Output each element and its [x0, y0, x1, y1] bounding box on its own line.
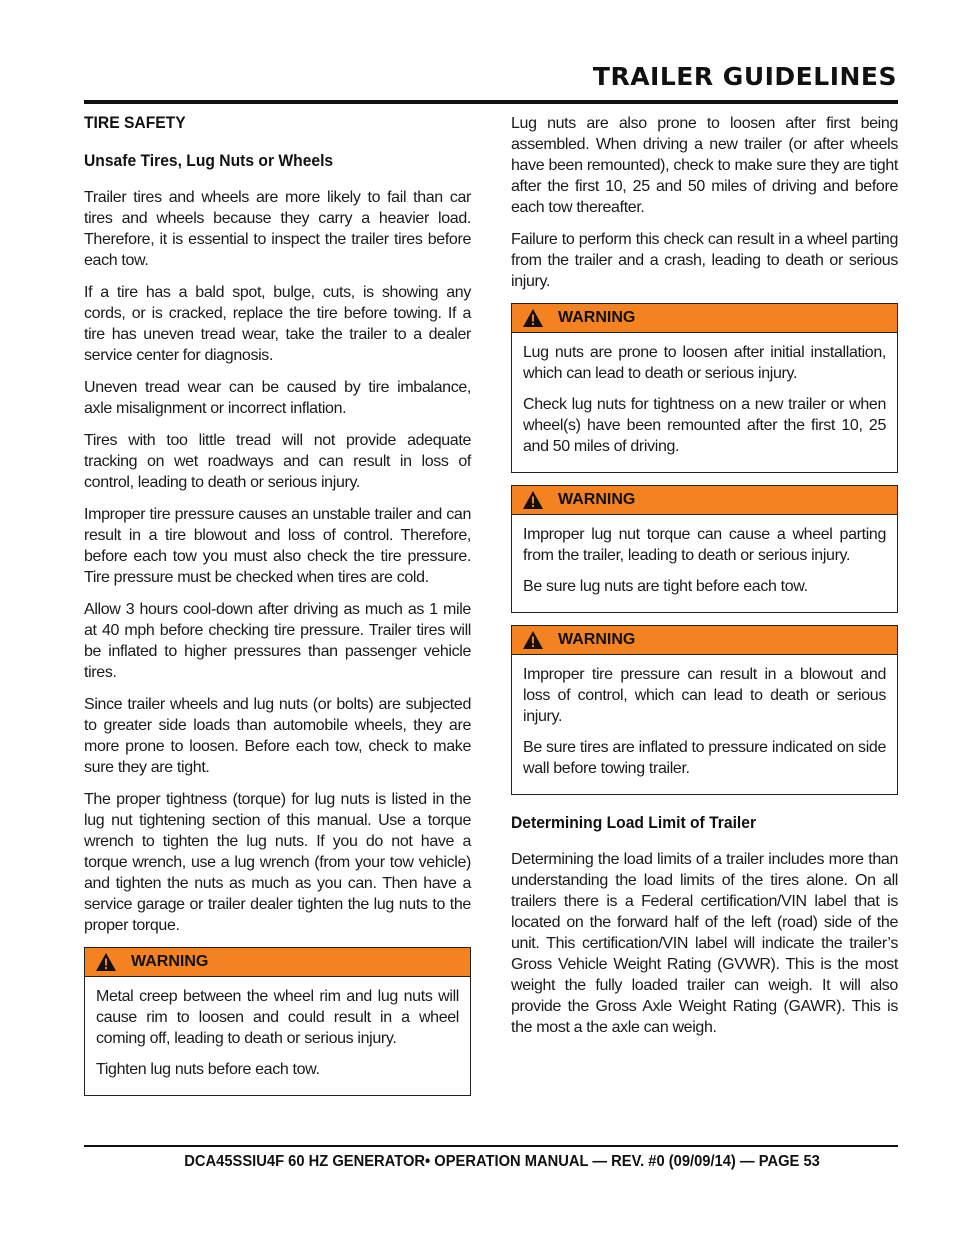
warning-body — [512, 655, 897, 794]
paragraph: Lug nuts are also prone to loosen after first being assembled. When driving a new trailer (or after wheels have been remounted), check to make sure they are tight after the first 10, 25 and 50 miles of driving and before each tow thereafter. — [511, 115, 898, 216]
warning-box — [511, 485, 898, 613]
warning-header — [512, 486, 897, 515]
paragraph: If a tire has a bald spot, bulge, cuts, is showing any cords, or is cracked, replace the tire before towing. If a tire has uneven tread wear, take the trailer to a dealer service center for diagnosis. — [84, 284, 471, 364]
warning-box — [511, 303, 898, 473]
warning-box — [84, 947, 471, 1096]
warning-triangle-icon — [95, 952, 117, 972]
warning-body — [512, 333, 897, 472]
paragraph: Trailer tires and wheels are more likely to fail than car tires and wheels because they carry a heavier load. Therefore, it is essential to inspect the trailer tires before each tow. — [84, 189, 471, 269]
page-footer: DCA45SSIU4F 60 HZ GENERATOR• OPERATION MANUAL — REV. #0 (09/09/14) — PAGE 53 — [184, 1153, 820, 1170]
warning-box — [511, 625, 898, 795]
warning-triangle-icon — [522, 308, 544, 328]
paragraph: Failure to perform this check can result in a wheel parting from the trailer and a crash, leading to death or serious injury. — [511, 231, 898, 290]
warning-header — [512, 626, 897, 655]
page-title: TRAILER GUIDELINES — [592, 62, 897, 91]
paragraph: Allow 3 hours cool-down after driving as much as 1 mile at 40 mph before checking tire pressure. Trailer tires will be inflated to higher pressures than passenger vehicle tires. — [84, 601, 471, 681]
right-column — [511, 113, 898, 1049]
subtitle-load-limit: Determining Load Limit of Trailer — [511, 813, 757, 832]
paragraph: Uneven tread wear can be caused by tire imbalance, axle misalignment or incorrect inflation. — [84, 379, 471, 417]
title-rule — [84, 100, 898, 104]
warning-text: Be sure lug nuts are tight before each tow. — [523, 578, 808, 595]
footer-rule — [84, 1145, 898, 1147]
subtitle-unsafe-tires: Unsafe Tires, Lug Nuts or Wheels — [84, 151, 334, 170]
warning-text: Metal creep between the wheel rim and lug nuts will cause rim to loosen and could result in a wheel coming off, leading to death or serious injury. — [96, 988, 459, 1047]
warning-header — [85, 948, 470, 977]
warning-text: Improper lug nut torque can cause a wheel parting from the trailer, leading to death or serious injury. — [523, 526, 886, 564]
warning-text: Check lug nuts for tightness on a new trailer or when wheel(s) have been remounted after the first 10, 25 and 50 miles of driving. — [523, 396, 886, 455]
left-column — [84, 113, 471, 1108]
warning-triangle-icon — [522, 490, 544, 510]
paragraph: Tires with too little tread will not provide adequate tracking on wet roadways and can result in loss of control, leading to death or serious injury. — [84, 432, 471, 491]
section-title-tire-safety: TIRE SAFETY — [84, 113, 186, 132]
warning-body — [85, 977, 470, 1095]
warning-header — [512, 304, 897, 333]
paragraph: The proper tightness (torque) for lug nuts is listed in the lug nut tightening section of this manual. Use a torque wrench to tighten the lug nuts. If you do not have a torque wrench, use a lug wrench (from your tow vehicle) and tighten the nuts as much as you can. Then have a service garage or trailer dealer tighten the lug nuts to the proper torque. — [84, 791, 471, 934]
warning-body — [512, 515, 897, 612]
warning-label: WARNING — [131, 953, 209, 970]
warning-text: Tighten lug nuts before each tow. — [96, 1061, 320, 1078]
warning-text: Improper tire pressure can result in a blowout and loss of control, which can lead to death or serious injury. — [523, 666, 886, 725]
warning-label: WARNING — [558, 491, 636, 508]
warning-text: Lug nuts are prone to loosen after initial installation, which can lead to death or serious injury. — [523, 344, 886, 382]
paragraph: Improper tire pressure causes an unstable trailer and can result in a tire blowout and loss of control. Therefore, before each tow you must also check the tire pressure. Tire pressure must be checked when tires are cold. — [84, 506, 471, 586]
paragraph: Determining the load limits of a trailer includes more than understanding the load limits of the tires alone. On all trailers there is a Federal certification/VIN label that is located on the forward half of the left (road) side of the unit. This certification/VIN label will indicate the trailer’s Gross Vehicle Weight Rating (GVWR). This is the most weight the fully loaded trailer can weigh. It will also provide the Gross Axle Weight Rating (GAWR). This is the most a the axle can weigh. — [511, 851, 898, 1036]
warning-triangle-icon — [522, 630, 544, 650]
warning-label: WARNING — [558, 631, 636, 648]
warning-label: WARNING — [558, 309, 636, 326]
warning-text: Be sure tires are inflated to pressure indicated on side wall before towing trailer. — [523, 739, 886, 777]
paragraph: Since trailer wheels and lug nuts (or bolts) are subjected to greater side loads than automobile wheels, they are more prone to loosen. Before each tow, check to make sure they are tight. — [84, 696, 471, 776]
